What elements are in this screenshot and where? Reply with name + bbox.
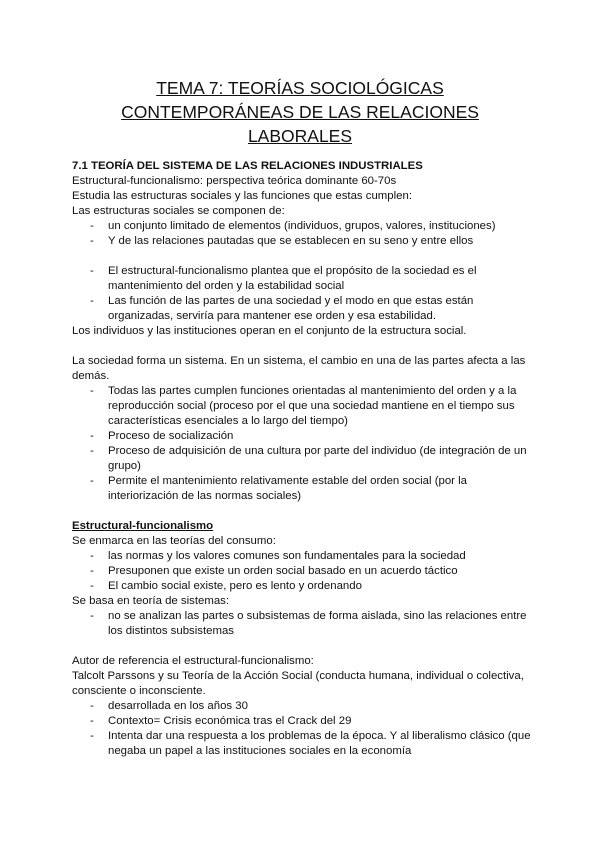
paragraph: Talcolt Parssons y su Teoría de la Acción Social (conducta humana, individual o colectiva, consciente o inconsciente. xyxy=(72,670,524,697)
paragraph: Autor de referencia el estructural-funcionalismo: xyxy=(72,655,314,667)
list-item: - Proceso de socialización xyxy=(72,429,532,444)
list-item: - El cambio social existe, pero es lento y ordenando xyxy=(72,579,532,594)
list-item: - Intenta dar una respuesta a los problemas de la época. Y al liberalismo clásico (que negaba un papel a las instituciones sociales en la economía xyxy=(72,729,532,759)
list-item: - las normas y los valores comunes son fundamentales para la sociedad xyxy=(72,549,532,564)
bullet-list xyxy=(72,699,532,759)
bullet-list xyxy=(72,264,532,324)
list-item: - Permite el mantenimiento relativamente estable del orden social (por la interiorización de las normas sociales) xyxy=(72,474,532,504)
list-item: - Todas las partes cumplen funciones orientadas al mantenimiento del orden y a la reproducción social (proceso por el que una sociedad mantiene en el tiempo sus características esenciales a lo largo del tiempo) xyxy=(72,384,532,429)
title-line-3: LABORALES xyxy=(247,126,353,146)
list-item: - desarrollada en los años 30 xyxy=(72,699,532,714)
list-item: - Presuponen que existe un orden social basado en un acuerdo táctico xyxy=(72,564,532,579)
paragraph: Las estructuras sociales se componen de: xyxy=(72,205,285,217)
list-item: - no se analizan las partes o subsistemas de forma aislada, sino las relaciones entre los distintos subsistemas xyxy=(72,609,532,639)
paragraph: Los individuos y las instituciones operan en el conjunto de la estructura social. xyxy=(72,325,467,337)
document-body xyxy=(72,159,532,759)
page-title xyxy=(0,76,600,148)
title-line-1: TEMA 7: TEORÍAS SOCIOLÓGICAS xyxy=(156,78,444,98)
paragraph: Se enmarca en las teorías del consumo: xyxy=(72,535,276,547)
bullet-list xyxy=(72,219,532,249)
bullet-list xyxy=(72,549,532,594)
title-line-2: CONTEMPORÁNEAS DE LAS RELACIONES xyxy=(121,102,479,122)
paragraph: Estructural-funcionalismo: perspectiva teórica dominante 60-70s xyxy=(72,175,397,187)
bullet-list xyxy=(72,609,532,639)
paragraph: La sociedad forma un sistema. En un sistema, el cambio en una de las partes afecta a las demás. xyxy=(72,355,526,382)
list-item: - Proceso de adquisición de una cultura por parte del individuo (de integración de un grupo) xyxy=(72,444,532,474)
section-heading: Estructural-funcionalismo xyxy=(72,520,214,532)
bullet-list xyxy=(72,384,532,504)
paragraph: Estudia las estructuras sociales y las funciones que estas cumplen: xyxy=(72,190,412,202)
paragraph: Se basa en teoría de sistemas: xyxy=(72,595,230,607)
list-item: - El estructural-funcionalismo plantea que el propósito de la sociedad es el mantenimiento del orden y la estabilidad social xyxy=(72,264,532,294)
list-item: - Contexto= Crisis económica tras el Crack del 29 xyxy=(72,714,532,729)
list-item: - Las función de las partes de una sociedad y el modo en que estas están organizadas, serviría para mantener ese orden y esa estabilidad. xyxy=(72,294,532,324)
list-item: - un conjunto limitado de elementos (individuos, grupos, valores, instituciones) xyxy=(72,219,532,234)
list-item: - Y de las relaciones pautadas que se establecen en su seno y entre ellos xyxy=(72,234,532,249)
section-heading: 7.1 TEORÍA DEL SISTEMA DE LAS RELACIONES INDUSTRIALES xyxy=(72,160,423,172)
